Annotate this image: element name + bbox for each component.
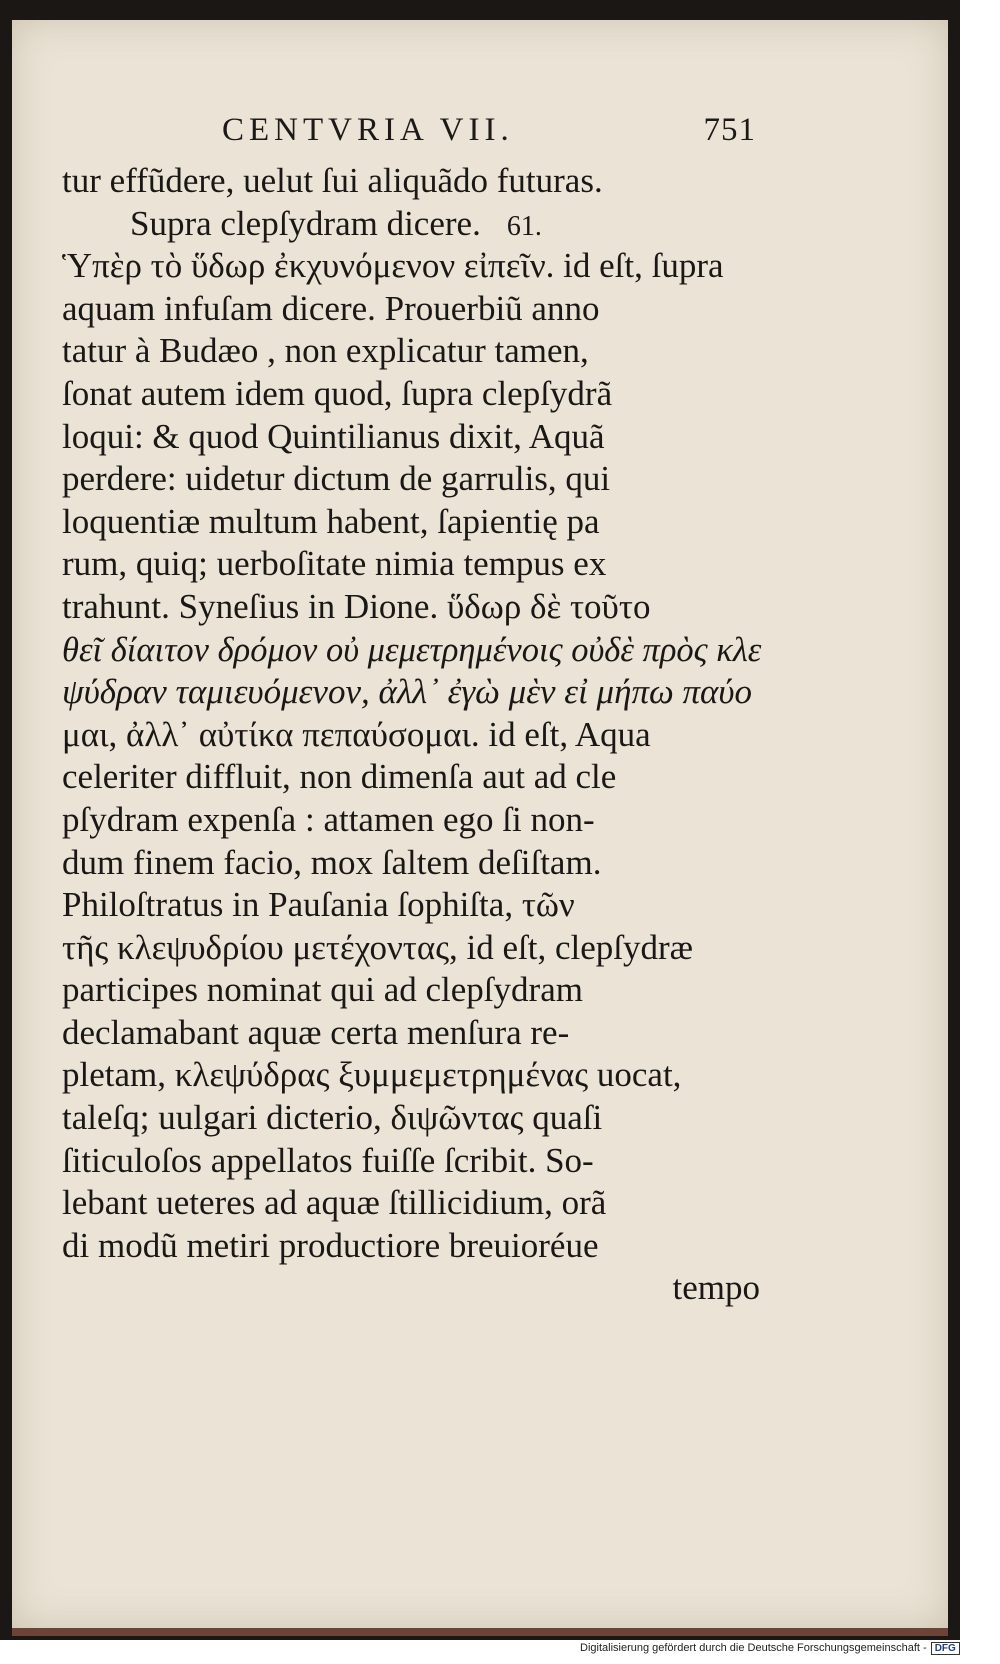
text-line: pſydram expenſa : attamen ego ſi non- (62, 799, 595, 839)
text-line: dum finem facio, mox ſaltem deſiſtam. (62, 842, 602, 882)
running-title: CENTVRIA VII. (222, 112, 514, 148)
running-header (216, 112, 756, 156)
catchword: tempo (672, 1268, 760, 1308)
text-line: tur effũdere, uelut ſui aliquãdo futuras. (62, 161, 603, 200)
text-line: Ὑπὲρ τὸ ὕδωρ ἐκχυνόμενον εἰπεῖν. id eſt, ſupra (62, 246, 724, 286)
credit-text: Digitalisierung gefördert durch die Deutsche Forschungsgemeinschaft - (580, 1642, 927, 1654)
text-line: loquentiæ multum habent, ſapientię pa (62, 501, 600, 541)
text-line: ſiticuloſos appellatos fuiſſe ſcribit. So- (62, 1140, 594, 1180)
text-line: aquam infuſam dicere. Prouerbiũ anno (62, 288, 600, 328)
text-line: di modũ metiri productiore breuioréue (62, 1225, 599, 1265)
proverb-number: 61. (506, 210, 542, 242)
text-line: tatur à Budæo , non explicatur tamen, (62, 331, 589, 371)
text-line: declamabant aquæ certa menſura re- (62, 1012, 570, 1052)
greek-text-line: ψύδραν ταμιευόμενον, ἀλλ᾽ ἐγὼ μὲν εἰ μήπω παύο (62, 672, 752, 712)
text-line: ſonat autem idem quod, ſupra clepſydrã (62, 373, 613, 413)
text-line: celeriter diffluit, non dimenſa aut ad cle (62, 757, 617, 797)
text-line: participes nominat qui ad clepſydram (62, 970, 583, 1010)
proverb-heading-text: Supra clepſydram dicere. (130, 203, 481, 243)
text-line: τῆς κλεψυδρίου μετέχοντας, id eſt, clepſydræ (62, 927, 694, 967)
digitization-credit (580, 1642, 960, 1662)
text-line: pletam, κλεψύδρας ξυμμεμετρημένας uocat, (62, 1055, 682, 1095)
text-line: lebant ueteres ad aquæ ſtillicidium, orã (62, 1183, 607, 1223)
greek-text-line: θεῖ δίαιτον δρόμον οὐ μεμετρημένοις οὐδὲ πρὸς κλε (62, 630, 762, 669)
text-line: taleſq; uulgari dicterio, διψῶντας quaſi (62, 1098, 603, 1138)
proverb-heading (62, 203, 762, 246)
page-number: 751 (703, 112, 756, 148)
page-body-text (62, 160, 762, 1310)
text-line: μαι, ἀλλ᾽ αὐτίκα πεπαύσομαι. id eſt, Aqua (62, 714, 651, 754)
text-line: loqui: & quod Quintilianus dixit, Aquã (62, 416, 605, 456)
text-line: rum, quiq; uerboſitate nimia tempus ex (62, 544, 607, 584)
page-bottom-edge (12, 1628, 948, 1636)
text-line: trahunt. Syneſius in Dione. ὕδωρ δὲ τοῦτο (62, 586, 651, 626)
dfg-logo: DFG (931, 1642, 960, 1655)
text-line: Philoſtratus in Pauſania ſophiſta, τῶν (62, 885, 575, 925)
text-line: perdere: uidetur dictum de garrulis, qui (62, 459, 611, 499)
